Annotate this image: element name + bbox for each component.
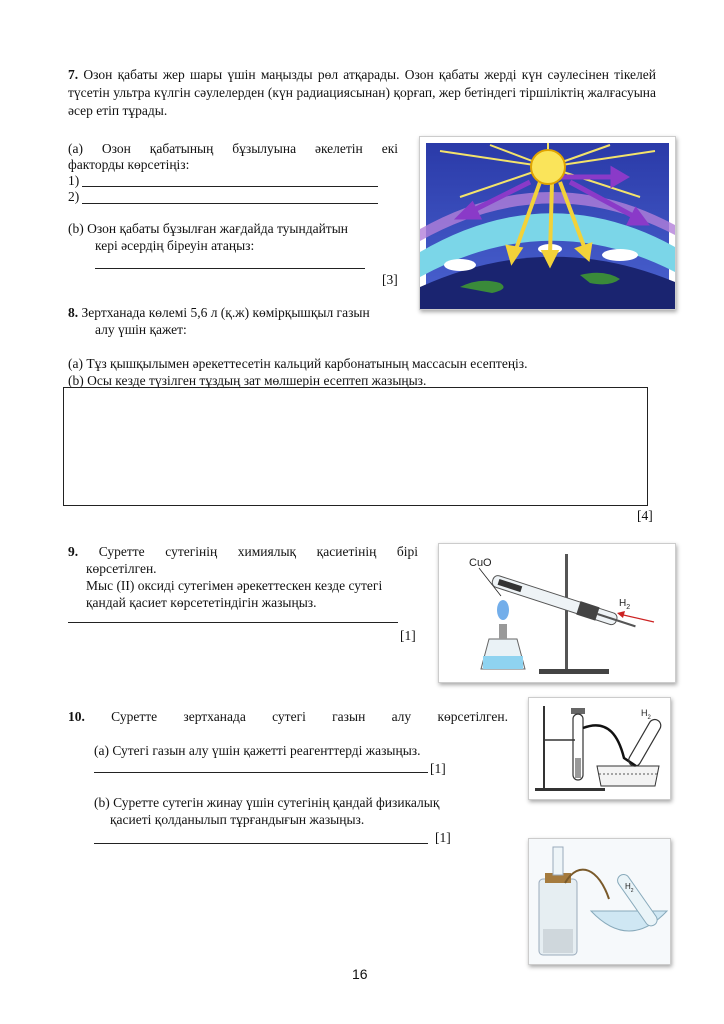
q9-answer-line[interactable] bbox=[68, 622, 398, 623]
delivery-tube bbox=[583, 725, 639, 768]
q8-number: 8. bbox=[68, 305, 79, 320]
fig1-h2-sub: 2 bbox=[647, 715, 651, 721]
q7a-answer-line-2[interactable] bbox=[82, 203, 378, 204]
q7-marks: [3] bbox=[382, 272, 398, 287]
q9-text-line2: көрсетілген. bbox=[86, 561, 157, 576]
zinc-granules bbox=[543, 929, 573, 953]
q8-stem-line1 bbox=[68, 304, 370, 322]
q9-text-line1: Суретте сутегінің химиялық қасиетінің бірі bbox=[98, 544, 418, 559]
reagent bbox=[575, 758, 581, 778]
h2-label-main: H bbox=[619, 598, 627, 609]
h2-collection-photo bbox=[529, 839, 670, 964]
fig2-h2-main: H bbox=[625, 882, 631, 891]
sun-icon bbox=[531, 150, 565, 184]
h2-generation-figure-1 bbox=[528, 697, 671, 800]
h2-flow-arrow bbox=[619, 614, 654, 622]
page-number: 16 bbox=[352, 966, 368, 982]
q9-marks: [1] bbox=[400, 628, 416, 643]
h2-flow-arrowhead bbox=[617, 611, 625, 618]
q10b-prompt-line1: (b) Суретте сутегін жинау үшін сутегінің қандай физикалық bbox=[94, 795, 440, 810]
ozone-illustration bbox=[420, 137, 675, 309]
q9-number: 9. bbox=[68, 544, 79, 559]
q10-number: 10. bbox=[68, 709, 85, 724]
q9-text-line4: қандай қасиет көрсететіндігін жазыңыз. bbox=[86, 595, 317, 610]
q10-stem bbox=[68, 708, 508, 726]
stand-base bbox=[535, 788, 605, 791]
stand-base bbox=[539, 669, 609, 674]
stand-rod bbox=[543, 706, 545, 790]
q7-number: 7. bbox=[68, 67, 79, 82]
q10a-prompt: (а) Сутегі газын алу үшін қажетті реагенттерді жазыңыз. bbox=[94, 743, 421, 758]
ozone-figure bbox=[419, 136, 676, 310]
q10b-prompt-line2: қасиеті қолданылып тұрғандығын жазыңыз. bbox=[110, 812, 365, 827]
q7a-prompt-line2: факторды көрсетіңіз: bbox=[68, 157, 190, 172]
q10b-answer-line[interactable] bbox=[94, 843, 428, 844]
q7a-prompt-line1: (а) Озон қабатының бұзылуына әкелетін екі bbox=[68, 141, 398, 156]
q8b-prompt: (b) Осы кезде түзілген тұздың зат мөлшерін есептеп жазыңыз. bbox=[68, 373, 427, 388]
q7a-answer-line-1[interactable] bbox=[82, 186, 378, 187]
q9-stem-line1 bbox=[68, 543, 418, 561]
h2-label bbox=[619, 598, 630, 611]
q8-text-line2: алу үшін қажет: bbox=[95, 322, 187, 337]
q7-stem bbox=[68, 66, 656, 120]
h2-label bbox=[641, 708, 652, 721]
cuo-label: CuO bbox=[469, 557, 492, 569]
fig1-h2-main: H bbox=[641, 708, 648, 718]
q8-answer-box[interactable] bbox=[63, 387, 648, 506]
q7a-option-1-label: 1) bbox=[68, 173, 80, 188]
q8-text-line1: Зертханада көлемі 5,6 л (қ.ж) көмірқышқыл газын bbox=[81, 305, 370, 320]
burner-flame bbox=[497, 600, 509, 620]
q8-marks: [4] bbox=[637, 508, 653, 523]
q7b-prompt-line2: кері әсердің біреуін атаңыз: bbox=[95, 238, 255, 253]
funnel-top bbox=[571, 708, 585, 714]
q10a-marks: [1] bbox=[430, 761, 446, 776]
collection-tube bbox=[627, 717, 663, 768]
h2-setup-diagram bbox=[529, 698, 670, 799]
q8a-prompt: (а) Тұз қышқылымен әрекеттесетін кальций карбонатының массасын есептеңіз. bbox=[68, 356, 528, 371]
reaction-tube bbox=[491, 573, 638, 633]
h2-label-sub: 2 bbox=[626, 604, 631, 611]
q7-text: Озон қабаты жер шары үшін маңызды рөл атқарады. Озон қабаты жерді күн сәулесінен тікелей түсетін ультра күлгін сәулелерден (күн радиациясынан) қорғап, жер бетіндегі тіршіліктің жалғасуына әсер етіп тұрады. bbox=[68, 67, 657, 118]
fig2-h2-sub: 2 bbox=[630, 888, 634, 894]
spirit-lamp-wick bbox=[499, 624, 507, 639]
water-trough bbox=[597, 766, 659, 786]
h2-generation-figure-2 bbox=[528, 838, 671, 965]
dropping-funnel bbox=[553, 847, 563, 875]
cuo-apparatus-illustration bbox=[439, 544, 675, 682]
q7b-answer-line[interactable] bbox=[95, 268, 365, 269]
q10a-answer-line[interactable] bbox=[94, 772, 428, 773]
cuo-reduction-figure bbox=[438, 543, 676, 683]
q10b-marks: [1] bbox=[435, 830, 451, 845]
q7a-option-2-label: 2) bbox=[68, 189, 80, 204]
q7b-prompt-line1: (b) Озон қабаты бұзылған жағдайда туындайтын bbox=[68, 221, 348, 236]
q9-text-line3: Мыс (II) оксиді сутегімен әрекеттескен кезде сутегі bbox=[86, 578, 383, 593]
stand-rod bbox=[565, 554, 568, 672]
q10-text: Суретте зертханада сутегі газын алу көрсетілген. bbox=[111, 709, 508, 724]
spirit-lamp-liquid bbox=[483, 656, 523, 669]
